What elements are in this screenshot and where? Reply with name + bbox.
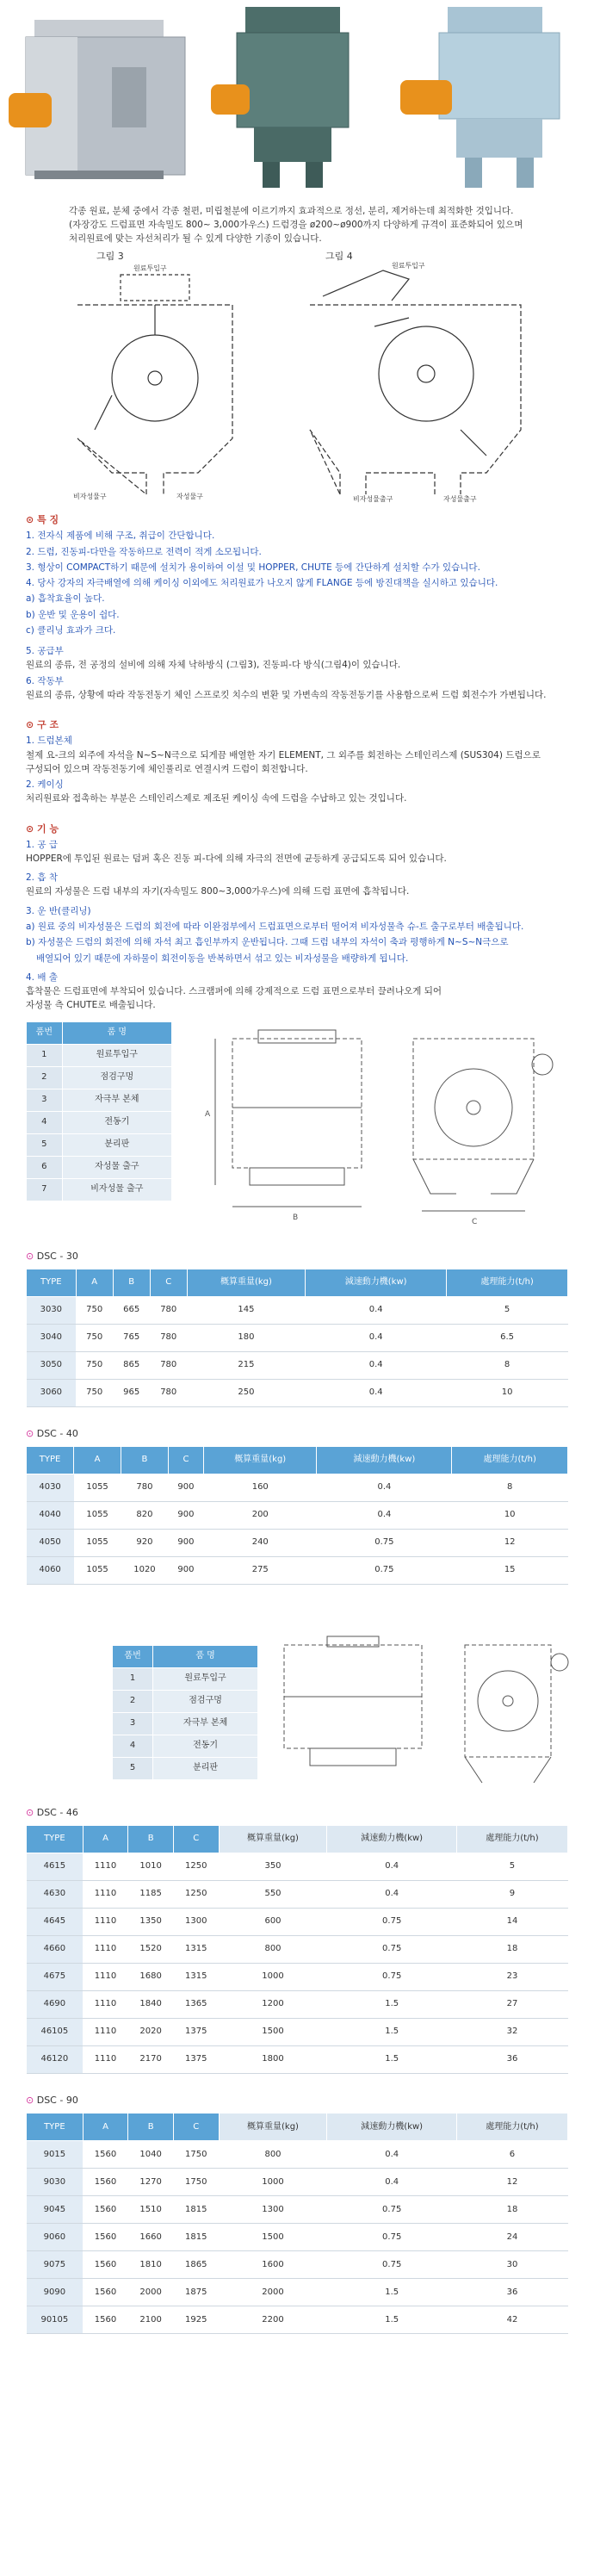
- table-cell: 1560: [83, 2223, 128, 2250]
- header-b: B: [128, 2113, 174, 2140]
- table-row: [27, 2140, 568, 2168]
- header-power: 減速動力機(kw): [306, 1269, 447, 1296]
- header-capacity: 處理能力(t/h): [452, 1446, 568, 1474]
- table-row: [27, 2195, 568, 2223]
- table-row: 4 전동기: [113, 1735, 258, 1757]
- table-cell: 1750: [173, 2168, 219, 2195]
- table-cell: 0.75: [327, 1935, 456, 1963]
- table-row: [27, 2045, 568, 2073]
- table-row: [27, 1880, 568, 1908]
- table-cell: 1815: [173, 2223, 219, 2250]
- table-row: 4040 1055 820 900 200 0.4 10: [27, 1501, 568, 1529]
- header-weight: 概算重量(kg): [219, 1825, 327, 1853]
- header-weight: 概算重量(kg): [204, 1446, 317, 1474]
- table-cell: 1110: [83, 1963, 128, 1990]
- table-row: 1 원료투입구: [113, 1667, 258, 1690]
- header-c: C: [150, 1269, 187, 1296]
- table-cell: 0.75: [327, 1963, 456, 1990]
- supply-text: 원료의 종류, 전 공정의 설비에 의해 자체 낙하방식 (그림3), 진동피-다 방식(그림4)이 있습니다.: [26, 660, 401, 671]
- table-cell: 0.75: [327, 2195, 456, 2223]
- fig3-inlet-label: 원료투입구: [133, 264, 167, 273]
- header-a: A: [83, 1825, 128, 1853]
- parts-table-1: [26, 1021, 172, 1201]
- table-cell: 2000: [219, 2278, 327, 2306]
- header-capacity: 處理能力(t/h): [456, 1825, 567, 1853]
- feature-item: a) 흡착효율이 높다.: [26, 593, 105, 605]
- header-weight: 概算重量(kg): [219, 2113, 327, 2140]
- table-cell: 1365: [173, 1990, 219, 2018]
- func-separate-text: a) 원료 중의 비자성물은 드럼의 회전에 따라 이완점부에서 드럼표면으로부터 떨어져 비자성물측 슈-트 출구로부터 배출됩니다.: [26, 921, 524, 932]
- table-cell: 9: [456, 1880, 567, 1908]
- table-cell: 23: [456, 1963, 567, 1990]
- parts-header-no: 품번: [113, 1645, 153, 1667]
- table-cell: 1315: [173, 1963, 219, 1990]
- table-cell: 1000: [219, 1963, 327, 1990]
- table-cell: 4660: [27, 1935, 84, 1963]
- table-row: 4 전동기: [27, 1111, 172, 1133]
- bullet-icon: ⊙: [26, 719, 38, 731]
- func-discharge-text: 흡착물은 드럼표면에 부착되어 있습니다. 스크램퍼에 의해 강제적으로 드럼 표면으로부터 끌려나오게 되어: [26, 986, 442, 997]
- func-separate-text: b) 자성물은 드럼의 회전에 의해 자석 최고 흡인부까지 운반됩니다. 그때 드럼 내부의 자석이 축과 평행하게 N~S~N극으로: [26, 937, 509, 948]
- table-cell: 1560: [83, 2278, 128, 2306]
- table-cell: 1750: [173, 2140, 219, 2168]
- casing-text: 처리원료와 접촉하는 부분은 스테인리스제로 제조된 케이싱 속에 드럼을 수납하고 있는 것입니다.: [26, 793, 407, 804]
- casing-heading: 2. 케이싱: [26, 779, 64, 791]
- table-cell: 2000: [128, 2278, 174, 2306]
- func-discharge-heading: 4. 배 출: [26, 971, 58, 983]
- table-row: 3040 750 765 780 180 0.4 6.5: [27, 1324, 568, 1351]
- table-cell: 1560: [83, 2168, 128, 2195]
- structure-heading: ⊙ 구 조: [26, 719, 59, 731]
- technical-drawing-2: [275, 1628, 577, 1800]
- table-cell: 1800: [219, 2045, 327, 2073]
- header-c: C: [173, 2113, 219, 2140]
- table-row: [27, 1908, 568, 1935]
- feature-item: 1. 전자식 제품에 비해 구조, 취급이 간단합니다.: [26, 531, 215, 542]
- parts-section-2: [26, 1645, 568, 1800]
- table-cell: 1110: [83, 1935, 128, 1963]
- table-row: [27, 2278, 568, 2306]
- table-cell: 4645: [27, 1908, 84, 1935]
- drum-text: 구성되어 있으며 작동전동기에 체인풀리로 연결시켜 드럼이 회전합니다.: [26, 763, 308, 774]
- table-cell: 27: [456, 1990, 567, 2018]
- table-cell: 1840: [128, 1990, 174, 2018]
- circle-bullet-icon: ⊙: [26, 2094, 37, 2106]
- func-adsorb-heading: 2. 흡 착: [26, 872, 58, 884]
- table-cell: 1600: [219, 2250, 327, 2278]
- table-cell: 1185: [128, 1880, 174, 1908]
- schematic-drawings: [0, 249, 594, 507]
- intro-line: 각종 원료, 분체 중에서 각종 철편, 미립철분에 이르기까지 효과적으로 정선, 분리, 제거하는데 최적화한 것입니다.: [69, 206, 514, 216]
- table-row: 7 비자성물 출구: [27, 1178, 172, 1201]
- parts-table-2: [112, 1645, 258, 1780]
- table-cell: 24: [456, 2223, 567, 2250]
- fig4-inlet-label: 원료투입구: [392, 262, 425, 270]
- func-supply-heading: 1. 공 급: [26, 839, 58, 850]
- table-cell: 36: [456, 2045, 567, 2073]
- table-cell: 1300: [173, 1908, 219, 1935]
- header-c: C: [173, 1825, 219, 1853]
- table-cell: 1270: [128, 2168, 174, 2195]
- table-cell: 1040: [128, 2140, 174, 2168]
- table-cell: 2020: [128, 2018, 174, 2045]
- table-cell: 30: [456, 2250, 567, 2278]
- table-row: 4030 1055 780 900 160 0.4 8: [27, 1474, 568, 1501]
- circle-bullet-icon: ⊙: [26, 1250, 37, 1262]
- table-cell: 1250: [173, 1853, 219, 1880]
- table-row: 5 분리판: [113, 1757, 258, 1779]
- func-discharge-text: 자성물 측 CHUTE로 배출됩니다.: [26, 1000, 156, 1011]
- table-cell: 1375: [173, 2018, 219, 2045]
- header-weight: 概算重量(kg): [187, 1269, 305, 1296]
- table-row: [27, 2250, 568, 2278]
- table-cell: 1510: [128, 2195, 174, 2223]
- table-cell: 1500: [219, 2018, 327, 2045]
- table-row: [27, 1935, 568, 1963]
- bullet-icon: ⊙: [26, 514, 38, 526]
- table-cell: 0.4: [327, 1853, 456, 1880]
- table-row: 3050 750 865 780 215 0.4 8: [27, 1351, 568, 1379]
- fig3-nonmag-label: 비자성물구: [73, 493, 107, 501]
- table-row: [27, 2018, 568, 2045]
- table-cell: 1.5: [327, 1990, 456, 2018]
- product-photo-3: [396, 7, 585, 192]
- table-row: [27, 1853, 568, 1880]
- table-cell: 9015: [27, 2140, 84, 2168]
- header-b: B: [128, 1825, 174, 1853]
- table-cell: 6: [456, 2140, 567, 2168]
- feature-item: 4. 당사 강자의 자극배열에 의해 케이싱 이외에도 처리원료가 나오지 않게 FLANGE 등에 방진대책을 실시하고 있습니다.: [26, 578, 498, 589]
- table-cell: 1560: [83, 2306, 128, 2333]
- header-a: A: [74, 1446, 121, 1474]
- table-cell: 1200: [219, 1990, 327, 2018]
- table-cell: 1.5: [327, 2018, 456, 2045]
- table-row: 2 점검구멍: [113, 1690, 258, 1712]
- table-cell: 1560: [83, 2250, 128, 2278]
- table-cell: 2200: [219, 2306, 327, 2333]
- func-supply-text: HOPPER에 투입된 원료는 덤퍼 혹은 진동 피-다에 의해 자극의 전면에 균등하게 공급되도록 되어 있습니다.: [26, 853, 447, 864]
- table-cell: 1.5: [327, 2278, 456, 2306]
- table-cell: 800: [219, 2140, 327, 2168]
- table-cell: 1375: [173, 2045, 219, 2073]
- table-cell: 0.4: [327, 1880, 456, 1908]
- func-adsorb-text: 원료의 자성물은 드럼 내부의 자기(자속밀도 800~3,000가우스)에 의해 드럼 표면에 흡착됩니다.: [26, 886, 410, 897]
- function-heading: ⊙ 기 능: [26, 822, 59, 835]
- table-row: 5 분리판: [27, 1133, 172, 1156]
- table-cell: 4690: [27, 1990, 84, 2018]
- table-cell: 1660: [128, 2223, 174, 2250]
- intro-line: (자장강도 드럼표면 자속밀도 800~ 3,000가우스) 드럼경을 ø200~ø900까지 다양하게 규격이 표준화되어 있으며: [69, 219, 523, 230]
- table-cell: 4615: [27, 1853, 84, 1880]
- table-cell: 1110: [83, 1908, 128, 1935]
- dim-b-label: B: [293, 1213, 299, 1222]
- table-cell: 550: [219, 1880, 327, 1908]
- table-cell: 1250: [173, 1880, 219, 1908]
- table-cell: 1875: [173, 2278, 219, 2306]
- product-photos: [0, 0, 594, 200]
- table-cell: 2170: [128, 2045, 174, 2073]
- header-a: A: [83, 2113, 128, 2140]
- table-cell: 90105: [27, 2306, 84, 2333]
- feature-item: b) 운반 및 운용이 쉽다.: [26, 609, 120, 620]
- table-cell: 9075: [27, 2250, 84, 2278]
- table-cell: 1500: [219, 2223, 327, 2250]
- table-cell: 32: [456, 2018, 567, 2045]
- header-type: TYPE: [27, 1269, 77, 1296]
- header-c: C: [168, 1446, 203, 1474]
- header-power: 減速動力機(kw): [327, 2113, 456, 2140]
- intro-line: 처리원료에 맞는 자선처리가 될 수 있게 다양한 기종이 있습니다.: [69, 233, 322, 244]
- circle-bullet-icon: ⊙: [26, 1427, 37, 1439]
- table-row: 1 원료투입구: [27, 1044, 172, 1066]
- table-row: 4050 1055 920 900 240 0.75 12: [27, 1529, 568, 1556]
- table-cell: 1110: [83, 1990, 128, 2018]
- table-cell: 9030: [27, 2168, 84, 2195]
- table-cell: 1560: [83, 2140, 128, 2168]
- table-cell: 1315: [173, 1935, 219, 1963]
- table-row: 3 자극부 본체: [27, 1089, 172, 1111]
- table-cell: 0.4: [327, 2140, 456, 2168]
- header-b: B: [113, 1269, 150, 1296]
- table-row: 6 자성물 출구: [27, 1156, 172, 1178]
- header-type: TYPE: [27, 1446, 74, 1474]
- fig4-mag-label: 자성물출구: [443, 495, 477, 504]
- table-cell: 1865: [173, 2250, 219, 2278]
- table-cell: 1815: [173, 2195, 219, 2223]
- dim-a-label: A: [205, 1109, 211, 1119]
- table-cell: 5: [456, 1853, 567, 1880]
- table-cell: 46120: [27, 2045, 84, 2073]
- header-a: A: [76, 1269, 113, 1296]
- table-cell: 46105: [27, 2018, 84, 2045]
- technical-drawing-1: [198, 1021, 577, 1232]
- features-heading: ⊙ 특 징: [26, 514, 59, 526]
- table-row: [27, 2306, 568, 2333]
- spec-table-dsc90: [26, 2113, 568, 2334]
- table-cell: 1560: [83, 2195, 128, 2223]
- fig4-drawing: [288, 258, 538, 503]
- table-cell: 1000: [219, 2168, 327, 2195]
- header-power: 減速動力機(kw): [317, 1446, 452, 1474]
- table-row: 3030 750 665 780 145 0.4 5: [27, 1296, 568, 1324]
- fig3-label: 그림 3: [96, 251, 124, 263]
- dim-c-label: C: [472, 1217, 478, 1226]
- fig4-label: 그림 4: [325, 251, 353, 263]
- table-cell: 36: [456, 2278, 567, 2306]
- product-photo-1: [9, 7, 198, 192]
- spec-table-dsc46: [26, 1825, 568, 2074]
- table-row: [27, 1990, 568, 2018]
- table-title-dsc40: ⊙ DSC - 40: [26, 1427, 78, 1439]
- spec-table-dsc30: [26, 1269, 568, 1407]
- table-cell: 9045: [27, 2195, 84, 2223]
- table-cell: 9060: [27, 2223, 84, 2250]
- drum-text: 철제 요-크의 외주에 자석을 N~S~N극으로 되게끔 배열한 자기 ELEMENT, 그 외주를 회전하는 스테인리스제 (SUS304) 드럼으로: [26, 749, 541, 760]
- header-b: B: [121, 1446, 169, 1474]
- table-title-dsc90: ⊙ DSC - 90: [26, 2094, 78, 2106]
- func-separate-heading: 3. 운 반(클리닝): [26, 905, 91, 916]
- supply-heading: 5. 공급부: [26, 646, 64, 657]
- parts-section-1: [26, 1021, 568, 1237]
- table-cell: 1010: [128, 1853, 174, 1880]
- intro-text: [69, 205, 525, 245]
- table-cell: 1350: [128, 1908, 174, 1935]
- table-row: [27, 2168, 568, 2195]
- table-row: 2 점검구멍: [27, 1066, 172, 1089]
- header-capacity: 處理能力(t/h): [456, 2113, 567, 2140]
- table-cell: 1925: [173, 2306, 219, 2333]
- spec-table-dsc40: [26, 1446, 568, 1585]
- fig4-nonmag-label: 비자성물출구: [353, 495, 393, 504]
- fig3-mag-label: 자성물구: [176, 493, 203, 501]
- feature-item: 3. 형상이 COMPACT하기 때문에 설치가 용이하여 이설 및 HOPPER, CHUTE 등에 간단하게 설치할 수가 있습니다.: [26, 562, 480, 573]
- func-separate-text: 배열되어 있기 때문에 자하물이 회전이동을 반복하면서 섞고 있는 비자성물을 배량하게 됩니다.: [36, 953, 409, 964]
- feature-item: 2. 드럼, 진동피-다만을 작동하므로 전력이 적게 소모됩니다.: [26, 546, 262, 557]
- fig3-drawing: [60, 258, 250, 503]
- table-row: [27, 2223, 568, 2250]
- table-cell: 1.5: [327, 2306, 456, 2333]
- parts-header-name: 품 명: [62, 1021, 171, 1044]
- table-title-dsc46: ⊙ DSC - 46: [26, 1806, 78, 1818]
- table-cell: 9090: [27, 2278, 84, 2306]
- header-power: 減速動力機(kw): [327, 1825, 456, 1853]
- table-cell: 12: [456, 2168, 567, 2195]
- table-row: 4060 1055 1020 900 275 0.75 15: [27, 1556, 568, 1584]
- table-cell: 1110: [83, 2045, 128, 2073]
- table-cell: 18: [456, 2195, 567, 2223]
- table-cell: 0.75: [327, 1908, 456, 1935]
- table-cell: 1.5: [327, 2045, 456, 2073]
- table-cell: 14: [456, 1908, 567, 1935]
- table-cell: 1810: [128, 2250, 174, 2278]
- table-cell: 0.4: [327, 2168, 456, 2195]
- feature-item: c) 클리닝 효과가 크다.: [26, 624, 116, 636]
- table-cell: 18: [456, 1935, 567, 1963]
- drum-heading: 1. 드럼본체: [26, 736, 72, 747]
- features-section: [26, 512, 568, 1012]
- table-cell: 1300: [219, 2195, 327, 2223]
- table-cell: 1520: [128, 1935, 174, 1963]
- header-type: TYPE: [27, 1825, 84, 1853]
- table-cell: 4675: [27, 1963, 84, 1990]
- table-row: 3 자극부 본체: [113, 1712, 258, 1735]
- table-cell: 1110: [83, 2018, 128, 2045]
- table-cell: 4630: [27, 1880, 84, 1908]
- drive-text: 원료의 종류, 상황에 따라 작동전동기 체인 스프로킷 치수의 변환 및 가변속의 작동전동기를 사용함으로써 드럼 회전수가 가변됩니다.: [26, 689, 547, 700]
- circle-bullet-icon: ⊙: [26, 1806, 37, 1818]
- table-cell: 1110: [83, 1853, 128, 1880]
- table-cell: 1110: [83, 1880, 128, 1908]
- drive-heading: 6. 작동부: [26, 675, 64, 686]
- header-capacity: 處理能力(t/h): [447, 1269, 568, 1296]
- table-cell: 800: [219, 1935, 327, 1963]
- table-cell: 1680: [128, 1963, 174, 1990]
- table-cell: 600: [219, 1908, 327, 1935]
- table-row: [27, 1963, 568, 1990]
- table-cell: 0.75: [327, 2250, 456, 2278]
- product-photo-2: [211, 7, 374, 192]
- table-row: 3060 750 965 780 250 0.4 10: [27, 1379, 568, 1406]
- table-cell: 350: [219, 1853, 327, 1880]
- table-cell: 42: [456, 2306, 567, 2333]
- table-cell: 2100: [128, 2306, 174, 2333]
- header-type: TYPE: [27, 2113, 84, 2140]
- bullet-icon: ⊙: [26, 822, 38, 835]
- table-title-dsc30: ⊙ DSC - 30: [26, 1250, 78, 1262]
- parts-header-name: 품 명: [153, 1645, 258, 1667]
- parts-header-no: 품번: [27, 1021, 63, 1044]
- table-cell: 0.75: [327, 2223, 456, 2250]
